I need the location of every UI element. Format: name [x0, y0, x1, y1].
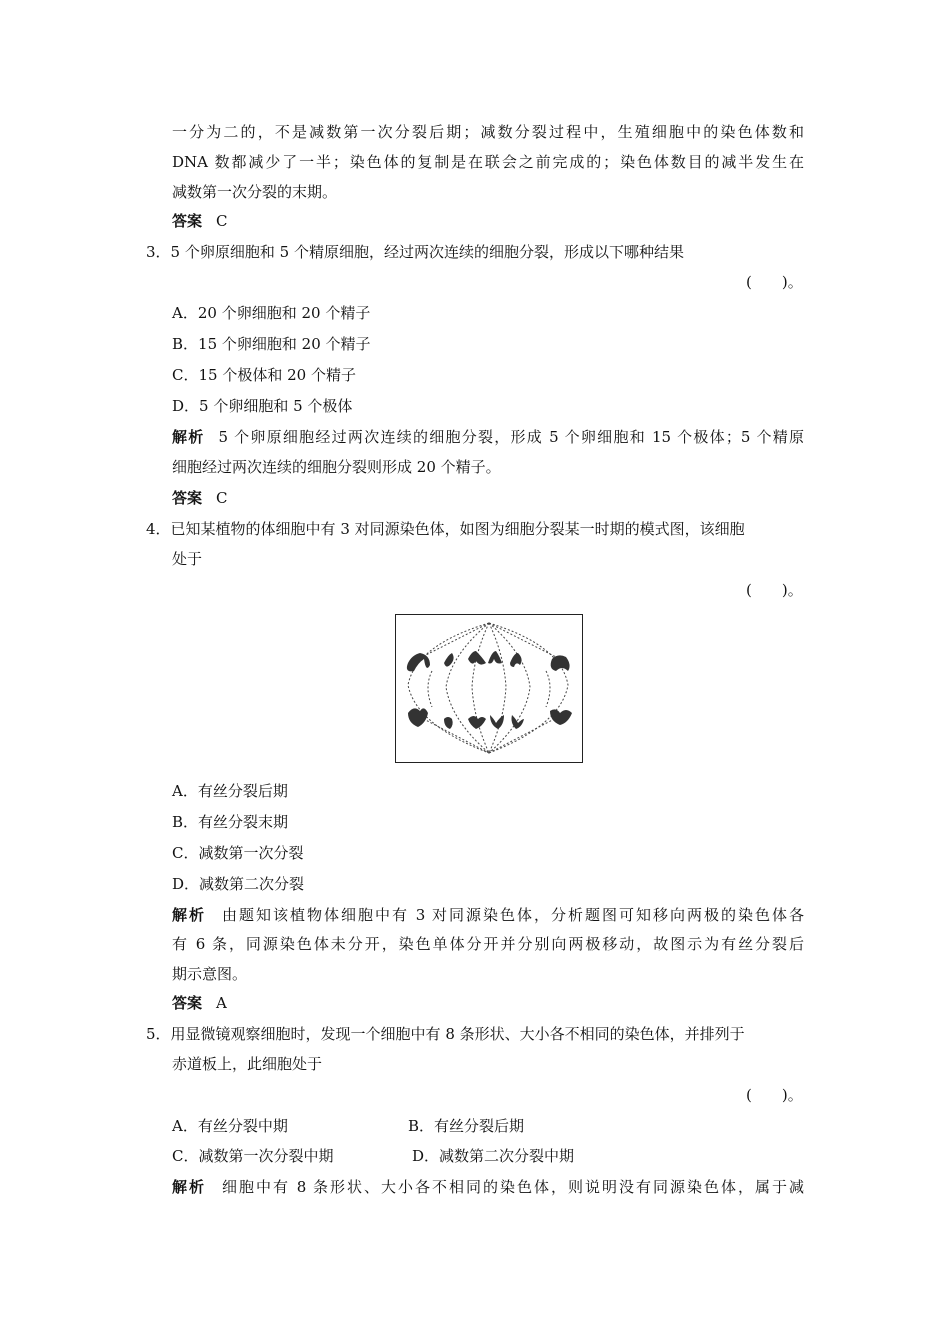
option-letter: A．	[172, 304, 198, 322]
option-letter: A．	[172, 782, 198, 800]
question-text: 用显微镜观察细胞时，发现一个细胞中有 8 条形状、大小各不相同的染色体，并排列于	[170, 1025, 745, 1043]
analysis-label: 解析	[172, 1178, 206, 1196]
question-number: 3．	[146, 243, 171, 261]
prev-explanation-line-3: 减数第一次分裂的末期。	[172, 183, 338, 201]
option-letter: C．	[172, 366, 199, 384]
option-d	[412, 1146, 574, 1166]
cell-division-figure	[395, 614, 583, 763]
analysis-label: 解析	[172, 906, 206, 924]
option-letter: D．	[412, 1147, 440, 1165]
analysis-line-1	[172, 1177, 804, 1197]
option-text: 有丝分裂后期	[434, 1117, 525, 1135]
option-a	[172, 1116, 288, 1136]
answer-blank: ( )。	[746, 1086, 803, 1104]
option-text: 有丝分裂末期	[198, 813, 289, 831]
option-text: 20 个卵细胞和 20 个精子	[197, 304, 371, 322]
prev-explanation-line-1: 一分为二的，不是减数第一次分裂后期；减数分裂过程中，生殖细胞中的染色体数和	[172, 123, 804, 141]
analysis-text: 5 个卵原细胞经过两次连续的细胞分裂，形成 5 个卵细胞和 15 个极体；5 个精原	[218, 428, 804, 446]
option-text: 有丝分裂中期	[197, 1117, 288, 1135]
chromosome-bottom-2	[444, 717, 453, 729]
option-text: 减数第一次分裂	[198, 844, 304, 862]
option-c	[172, 365, 356, 385]
chromosome-bottom-6	[550, 709, 572, 725]
chromosome-bottom-4	[490, 715, 504, 729]
spindle-diagram	[396, 615, 581, 761]
chromosome-top-2	[444, 653, 454, 667]
question-3-stem	[146, 242, 684, 262]
option-text: 有丝分裂后期	[197, 782, 288, 800]
chromosome-top-1	[407, 653, 430, 671]
prev-explanation-line-2: DNA 数都减少了一半；染色体的复制是在联会之前完成的；染色体数目的减半发生在	[172, 153, 804, 171]
answer-blank: ( )。	[746, 581, 803, 599]
answer-label: 答案	[172, 489, 203, 507]
option-letter: B．	[172, 335, 199, 353]
option-c	[172, 1146, 334, 1166]
analysis-line-1	[172, 905, 804, 925]
chromosome-top-5	[510, 653, 522, 667]
option-letter: D．	[172, 875, 200, 893]
option-b	[172, 334, 371, 354]
answer-value: C	[216, 212, 228, 230]
question-5-stem	[146, 1024, 745, 1044]
answer-label: 答案	[172, 212, 203, 230]
option-letter: A．	[172, 1117, 198, 1135]
analysis-label: 解析	[172, 428, 205, 446]
chromosome-top-4	[488, 651, 502, 664]
answer	[172, 488, 228, 508]
option-text: 减数第一次分裂中期	[198, 1147, 334, 1165]
option-text: 5 个卵细胞和 5 个极体	[199, 397, 353, 415]
answer-label: 答案	[172, 994, 203, 1012]
option-letter: C．	[172, 1147, 199, 1165]
question-text: 5 个卵原细胞和 5 个精原细胞，经过两次连续的细胞分裂，形成以下哪种结果	[170, 243, 684, 261]
analysis-line-2: 细胞经过两次连续的细胞分裂则形成 20 个精子。	[172, 458, 501, 476]
option-text: 15 个极体和 20 个精子	[198, 366, 356, 384]
question-5-stem-2: 赤道板上，此细胞处于	[172, 1055, 323, 1073]
chromosome-bottom-3	[468, 716, 486, 729]
option-a	[172, 781, 288, 801]
answer-value: C	[216, 489, 228, 507]
answer-value: A	[216, 994, 227, 1012]
option-b	[408, 1116, 524, 1136]
option-c	[172, 843, 304, 863]
option-a	[172, 303, 370, 323]
option-b	[172, 812, 288, 832]
option-d	[172, 396, 352, 416]
chromosome-top-3	[468, 651, 486, 665]
analysis-line-1	[172, 427, 804, 447]
option-text: 15 个卵细胞和 20 个精子	[198, 335, 371, 353]
option-d	[172, 874, 304, 894]
analysis-text: 由题知该植物体细胞中有 3 对同源染色体，分析题图可知移向两极的染色体各	[220, 906, 804, 924]
question-number: 5．	[146, 1025, 171, 1043]
option-text: 减数第二次分裂	[199, 875, 305, 893]
analysis-text: 细胞中有 8 条形状、大小各不相同的染色体，则说明没有同源染色体，属于减	[220, 1178, 804, 1196]
question-number: 4．	[146, 520, 171, 538]
analysis-line-3: 期示意图。	[172, 965, 248, 983]
question-text: 已知某植物的体细胞中有 3 对同源染色体，如图为细胞分裂某一时期的模式图，该细胞	[170, 520, 745, 538]
question-4-stem-2: 处于	[172, 550, 203, 568]
answer-blank: ( )。	[746, 273, 803, 291]
option-letter: B．	[408, 1117, 435, 1135]
option-letter: D．	[172, 397, 200, 415]
option-letter: B．	[172, 813, 199, 831]
prev-answer	[172, 211, 228, 231]
answer	[172, 993, 227, 1013]
option-text: 减数第二次分裂中期	[439, 1147, 575, 1165]
option-letter: C．	[172, 844, 199, 862]
chromosome-top-6	[551, 655, 570, 671]
question-4-stem	[146, 519, 745, 539]
analysis-line-2: 有 6 条，同源染色体未分开，染色单体分开并分别向两极移动，故图示为有丝分裂后	[172, 935, 804, 953]
chromosome-bottom-1	[408, 708, 428, 727]
